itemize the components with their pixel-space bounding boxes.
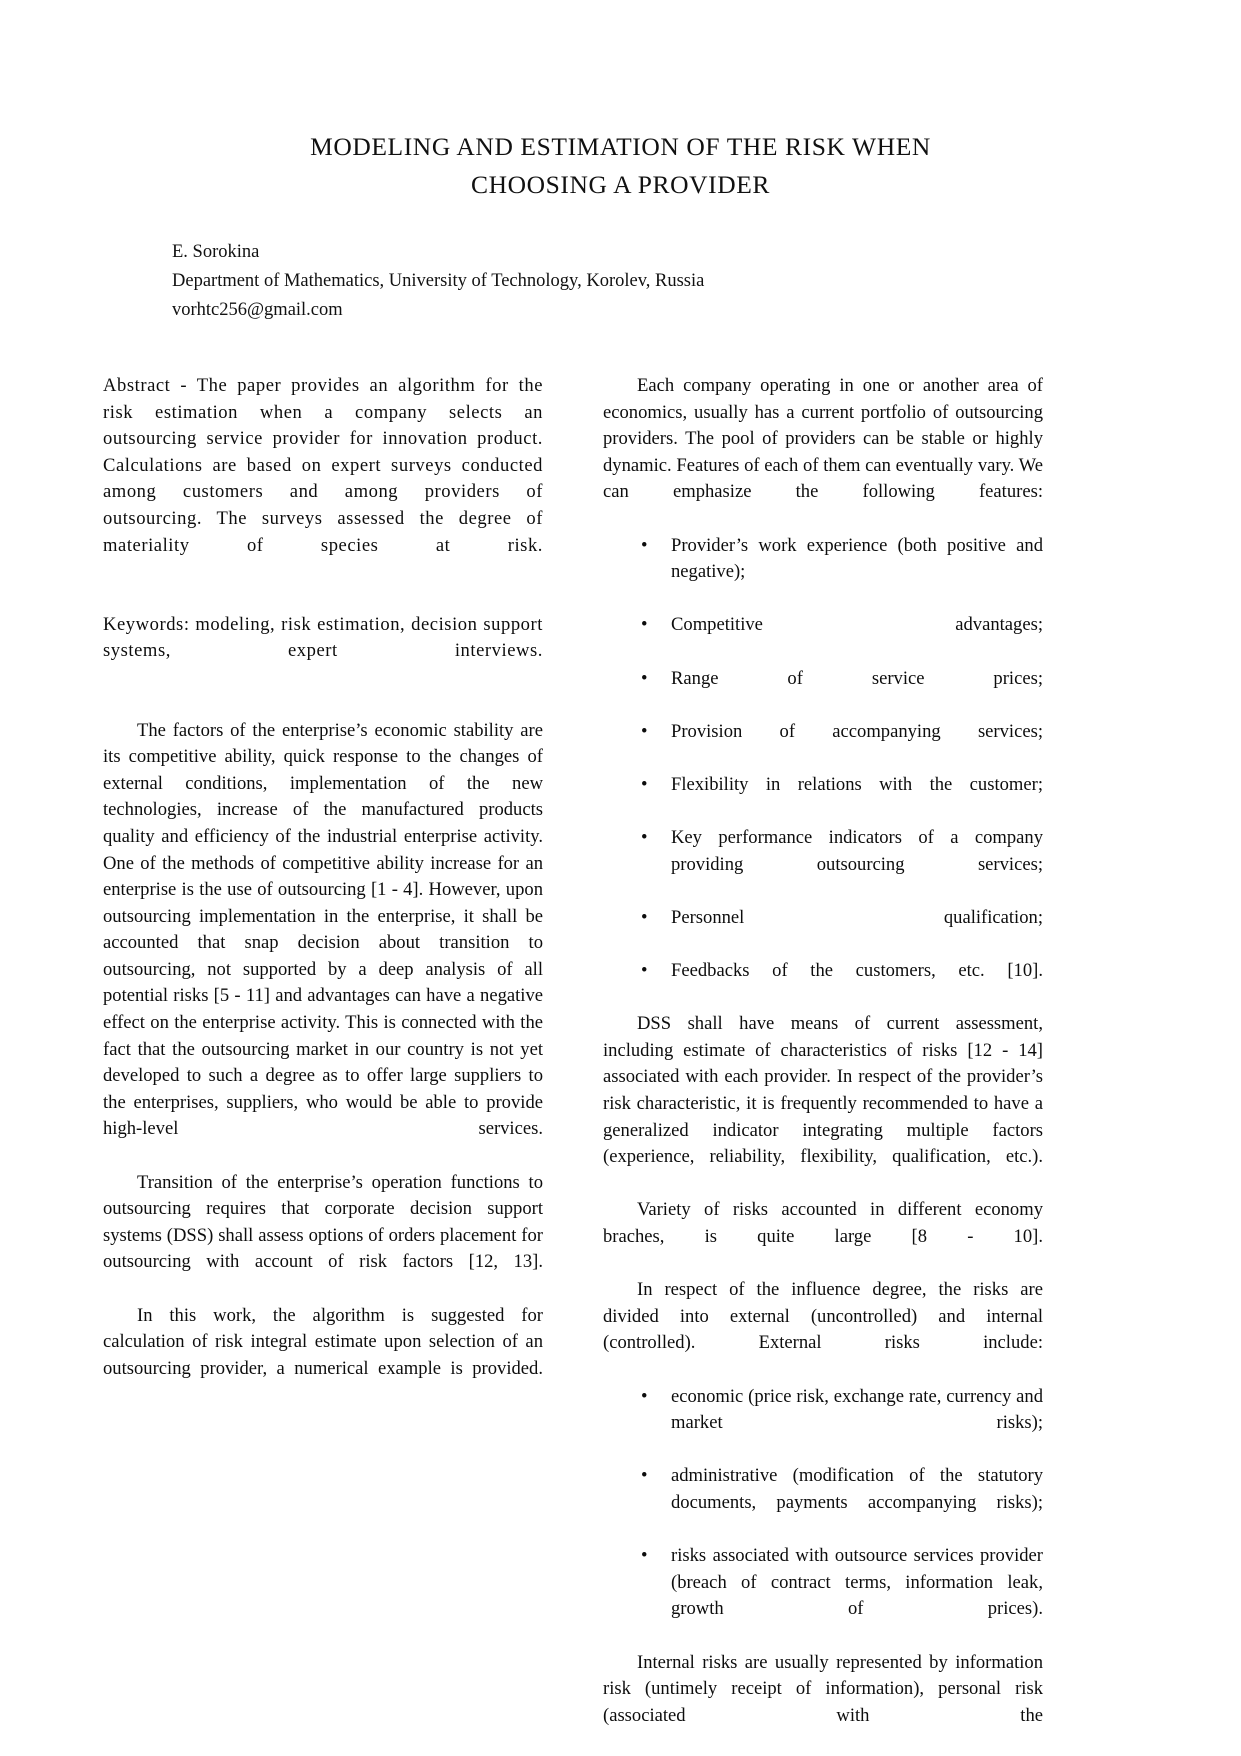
left-column — [103, 373, 543, 1756]
list-item-label: Provider’s work experience (both positive and negative); — [671, 534, 1043, 583]
dss-paragraph: DSS shall have means of current assessment, including estimate of characteristics of risks [12 - 14] associated with each provider. In respect of the provider’s risk characteristic, it is frequently recommended to have a generalized indicator integrating multiple factors (experience, reliability, flexibility, qualification, etc.). — [603, 1013, 1043, 1168]
body-paragraph: In this work, the algorithm is suggested for calculation of risk integral estimate upon selection of an outsourcing provider, a numerical example is provided. — [103, 1304, 543, 1379]
external-risks-list — [603, 1384, 1043, 1650]
body-paragraph: The factors of the enterprise’s economic stability are its competitive ability, quick response to the changes of external conditions, implementation of the new technologies, increase of the manufactured products quality and efficiency of the industrial enterprise activity. One of the methods of competitive ability increase for an enterprise is the use of outsourcing [1 - 4]. However, upon outsourcing implementation in the enterprise, it shall be accounted that snap decision about transition to outsourcing, not supported by a deep analysis of all potential risks [5 - 11] and advantages can have a negative effect on the enterprise activity. This is connected with the fact that the outsourcing market in our country is not yet developed to such a degree as to offer large suppliers to the enterprises, suppliers, who would be able to provide high-level services. — [103, 719, 543, 1140]
title-line-1: MODELING AND ESTIMATION OF THE RISK WHEN — [310, 132, 931, 161]
author-email: vorhtc256@gmail.com — [172, 300, 343, 320]
author-block — [0, 238, 1241, 325]
bullet-icon: • — [641, 614, 648, 636]
author-affiliation: Department of Mathematics, University of Technology, Korolev, Russia — [172, 271, 705, 291]
list-item-label: Key performance indicators of a company providing outsourcing services; — [671, 827, 1043, 875]
two-column-body — [0, 373, 1241, 1756]
list-item-label: Flexibility in relations with the customer; — [671, 773, 1043, 795]
list-item — [603, 1463, 1043, 1543]
keywords-paragraph: Keywords: modeling, risk estimation, decision support systems, expert interviews. — [103, 613, 543, 662]
abstract-paragraph: Abstract - The paper provides an algorithm for the risk estimation when a company selects an outsourcing service provider for innovation product. Calculations are based on expert surveys conducted among customers and among providers of outsourcing. The surveys assessed the degree of materiality of species at risk. — [103, 375, 543, 556]
right-column — [603, 373, 1043, 1756]
variety-paragraph: Variety of risks accounted in different economy braches, is quite large [8 - 10]. — [603, 1199, 1043, 1247]
body-paragraph: Transition of the enterprise’s operation functions to outsourcing requires that corporate decision support systems (DSS) shall assess options of orders placement for outsourcing with account of risk factors [12, 13]. — [103, 1171, 543, 1273]
bullet-icon: • — [641, 906, 648, 928]
list-item-label: economic (price risk, exchange rate, currency and market risks); — [671, 1385, 1043, 1434]
bullet-icon: • — [641, 773, 648, 795]
bullet-icon: • — [641, 534, 648, 556]
internal-risks-paragraph: Internal risks are usually represented by information risk (untimely receipt of information), personal risk (associated with the — [603, 1651, 1043, 1726]
bullet-icon: • — [641, 1545, 648, 1567]
list-item — [603, 719, 1043, 772]
bullet-icon: • — [641, 827, 648, 849]
influence-degree-paragraph: In respect of the influence degree, the risks are divided into external (uncontrolled) and internal (controlled). External risks include: — [603, 1279, 1043, 1354]
paper-title — [0, 0, 1241, 204]
list-item — [603, 1543, 1043, 1649]
provider-features-list — [603, 533, 1043, 1012]
list-item — [603, 666, 1043, 719]
list-item — [603, 1384, 1043, 1464]
author-name: E. Sorokina — [172, 242, 260, 262]
bullet-icon: • — [641, 720, 648, 742]
bullet-icon: • — [641, 1385, 648, 1407]
list-item-label: Provision of accompanying services; — [671, 720, 1043, 742]
title-line-2: CHOOSING A PROVIDER — [470, 170, 771, 199]
list-item — [603, 612, 1043, 665]
list-item — [603, 533, 1043, 613]
list-item-label: Feedbacks of the customers, etc. [10]. — [671, 960, 1043, 982]
list-item-label: Competitive advantages; — [671, 614, 1043, 636]
list-item — [603, 825, 1043, 905]
list-item-label: administrative (modification of the statutory documents, payments accompanying risks); — [671, 1465, 1043, 1513]
intro-paragraph: Each company operating in one or another area of economics, usually has a current portfolio of outsourcing providers. The pool of providers can be stable or highly dynamic. Features of each of them can eventually vary. We can emphasize the following features: — [603, 375, 1043, 503]
bullet-icon: • — [641, 960, 648, 982]
list-item-label: Range of service prices; — [671, 667, 1043, 689]
list-item — [603, 905, 1043, 958]
list-item — [603, 772, 1043, 825]
list-item-label: Personnel qualification; — [671, 906, 1043, 928]
list-item — [603, 958, 1043, 1011]
bullet-icon: • — [641, 667, 648, 689]
list-item-label: risks associated with outsource services provider (breach of contract terms, information leak, growth of prices). — [671, 1545, 1043, 1620]
bullet-icon: • — [641, 1465, 648, 1487]
